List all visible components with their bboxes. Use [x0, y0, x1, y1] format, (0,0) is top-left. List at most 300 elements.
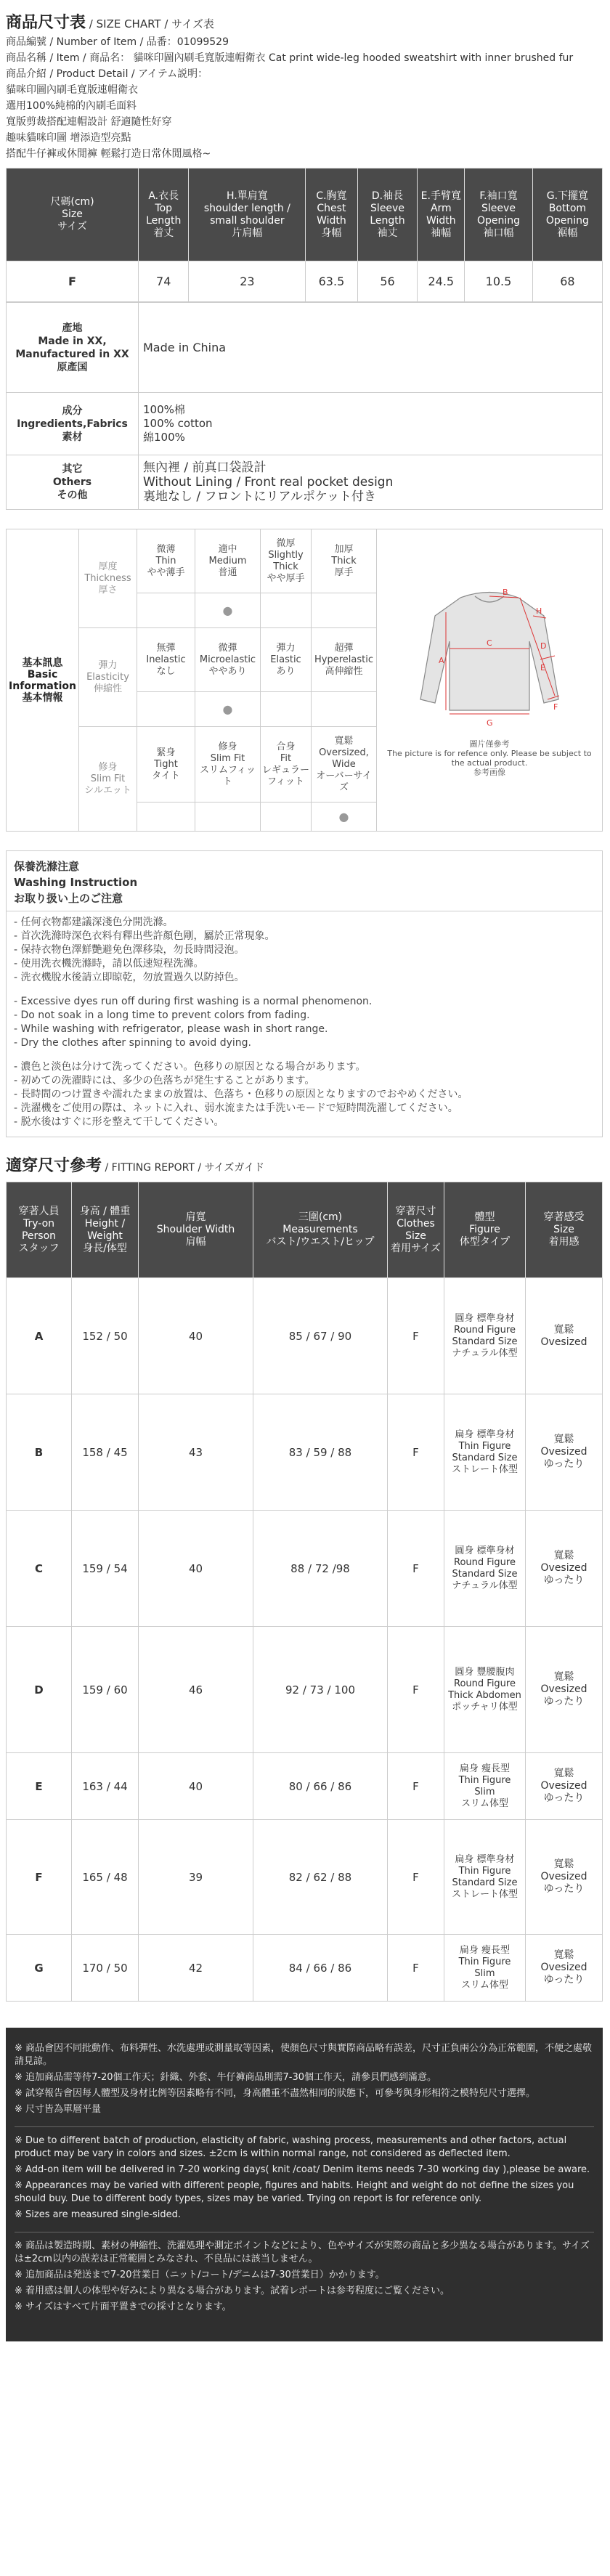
slim-option — [137, 727, 195, 803]
text: 100% cotton — [143, 417, 213, 430]
text: Without Lining / Front real pocket design — [143, 475, 394, 489]
text: 成分 — [62, 405, 83, 417]
size-cell: F — [7, 261, 139, 302]
elasticity-option — [312, 628, 377, 692]
text: 穿著感受 — [543, 1211, 585, 1223]
text: シルエット — [84, 784, 131, 796]
text: Thin Figure — [458, 1774, 511, 1786]
text: 商品尺寸表 — [6, 14, 86, 32]
size-chart-table — [6, 168, 603, 302]
text: 159 / 60 — [72, 1627, 139, 1753]
diagram-letter: E — [540, 663, 545, 673]
wash-line: - 長時間のつけ置きや濡れたままの放置は、色落ち・色移りの原因となりますのでおやめください。 — [14, 1089, 468, 1100]
wash-line: - 洗衣機脫水後請立即晾乾，勿放置過久以防掉色。 — [14, 972, 245, 983]
table-row — [7, 1627, 603, 1753]
text: Chest Width — [317, 202, 346, 227]
text: 袖幅 — [431, 227, 452, 239]
wash-line: - Dry the clothes after spinning to avoid dying. — [14, 1037, 251, 1049]
text: Slim — [474, 1967, 495, 1979]
text: Fit — [280, 752, 292, 764]
text: 扁身 瘦長型 — [459, 1944, 511, 1956]
text: Slim — [474, 1786, 495, 1797]
text: 100%棉 — [143, 403, 185, 416]
text: Thin Figure — [458, 1865, 511, 1877]
diagram-letter: C — [487, 638, 492, 648]
text: ゆったり — [543, 1575, 585, 1586]
text: 修身 — [98, 761, 118, 773]
text: ※ 商品會因不同批動作、布料彈性、水洗處理或測量取等因素，使顏色尺寸與實際商品略有誤差，尺寸正負兩公分為正常範圍，不便之處敬請見諒。 — [15, 2043, 593, 2067]
text: Others — [52, 476, 92, 488]
wash-line: - 使用洗衣機洗滌時，請以低速短程洗滌。 — [14, 958, 204, 970]
text: 参考画像 — [473, 768, 505, 777]
table-row — [7, 1394, 603, 1511]
text: 保養洗滌注意 — [14, 860, 80, 873]
text: 袖丈 — [377, 227, 398, 239]
text: 修身 — [218, 741, 237, 752]
text: 基本訊息 — [22, 657, 63, 669]
text: 裾幅 — [557, 227, 578, 239]
wash-line: - Excessive dyes run off during first washing is a normal phenomenon. — [14, 996, 373, 1007]
wash-line: - 脱水後はすぐに形を整えて干してください。 — [14, 1116, 224, 1128]
text: / SIZE CHART / サイズ表 — [89, 17, 214, 31]
text: オーバーサイズ — [316, 770, 372, 793]
text: F — [388, 1820, 444, 1935]
table-cell: 24.5 — [418, 261, 465, 302]
wash-line: - 洗濯機をご使用の際は、ネットに入れ、弱水流または手洗いモードで短時間洗濯してください。 — [14, 1102, 458, 1114]
text: 寬鬆 — [553, 1434, 574, 1445]
elasticity-selector — [261, 692, 312, 727]
text: 寬鬆 — [553, 1768, 574, 1779]
slim-selected-dot: ● — [312, 803, 377, 832]
size-header-row — [7, 168, 603, 261]
thickness-option — [312, 529, 377, 593]
text: Washing Instruction — [14, 876, 138, 889]
product-info — [0, 34, 610, 162]
notes-panel — [6, 2028, 603, 2341]
text: D.袖長 — [371, 190, 404, 202]
text: ※ 商品は製造時期、素材の伸縮性、洗濯処理や測定ポイントなどにより、色やサイズが実際の商品と多少異なる場合があります。サイズは±2cm以内の誤差は正常範囲とみなされ、不良品には該当しません。 — [15, 2240, 590, 2264]
detail-line: 選用100%純棉的內刷毛面料 — [6, 100, 137, 112]
text: Ovesized — [540, 1336, 587, 1348]
text: / FITTING REPORT / サイズガイド — [105, 1162, 264, 1174]
text: Thin — [155, 555, 176, 566]
text: Ovesized — [540, 1446, 587, 1458]
text: 無內裡 / 前真口袋設計 — [143, 460, 267, 475]
table-cell: 74 — [139, 261, 189, 302]
col-size — [7, 168, 139, 261]
text: Made in XX, Manufactured in XX — [15, 335, 129, 360]
text: Microelastic — [199, 654, 256, 665]
text: Arm Width — [426, 202, 456, 227]
text: ストレート体型 — [451, 1888, 518, 1900]
elasticity-selector — [312, 692, 377, 727]
table-cell: 10.5 — [465, 261, 533, 302]
others-row — [7, 455, 603, 510]
others-label — [7, 455, 139, 510]
col-shoulder — [189, 168, 306, 261]
washing-title — [7, 851, 602, 911]
text: E.手臂寬 — [420, 190, 461, 202]
thickness-selector — [312, 593, 377, 628]
text: 高伸縮性 — [325, 665, 363, 677]
feel-cell — [526, 1278, 603, 1394]
text: Sleeve Opening — [476, 202, 521, 227]
text: 厚度 — [98, 561, 118, 572]
table-cell: 68 — [532, 261, 602, 302]
notes-zh — [15, 2035, 594, 2127]
wash-line: - While washing with refrigerator, please wash in short range. — [14, 1023, 328, 1035]
text: F — [388, 1753, 444, 1820]
text: 身幅 — [321, 227, 342, 239]
text: Round Figure — [454, 1556, 516, 1568]
slim-fit-label — [79, 727, 137, 832]
text: スリム体型 — [460, 1979, 508, 1991]
text: G.下擺寬 — [546, 190, 589, 202]
figure-cell — [444, 1820, 526, 1935]
fitting-title — [0, 1137, 610, 1179]
text: Thick Abdomen — [448, 1689, 521, 1701]
text: スタッフ — [18, 1242, 60, 1254]
text: 其它 — [62, 463, 83, 475]
washing-instruction — [6, 850, 603, 1137]
origin-row — [7, 303, 603, 393]
item-number: 商品編號 / Number of Item / 品番：01099529 — [6, 36, 229, 48]
diagram-letter: G — [487, 718, 493, 728]
text: Measurements — [282, 1224, 358, 1235]
text: H.單肩寬 — [227, 190, 268, 202]
sweatshirt-diagram-icon — [410, 583, 569, 736]
col-feel — [526, 1182, 603, 1278]
text: Height / Weight — [84, 1217, 126, 1242]
col-bottom-opening — [532, 168, 602, 261]
text: ゆったり — [543, 1792, 585, 1804]
text: 身長/体型 — [83, 1242, 127, 1254]
notes-ja — [15, 2232, 594, 2324]
text: 三圍(cm) — [298, 1211, 343, 1223]
table-cell: 63.5 — [306, 261, 357, 302]
col-shoulder — [139, 1182, 253, 1278]
text: 無彈 — [156, 642, 176, 654]
text: ※ 試穿報告會因每人體型及身材比例等因素略有不同，身高體重不盡然相同的狀態下，可參考與身形相符之模特兒尺寸選擇。 — [15, 2088, 536, 2099]
text: C — [7, 1511, 72, 1627]
text: 159 / 54 — [72, 1511, 139, 1627]
text: 40 — [139, 1753, 253, 1820]
text: ※ Sizes are measured single-sided. — [15, 2209, 182, 2220]
text: Ovesized — [540, 1871, 587, 1882]
text: ※ 追加商品需等待7-20個工作天；針織、外套、牛仔褲商品則需7-30個工作天，請參貝們感到滿意。 — [15, 2072, 437, 2083]
text: The picture is for refence only. Please be subject to the actual product. — [387, 749, 592, 768]
text: 微彈 — [218, 642, 237, 654]
text: Top Length — [146, 202, 182, 227]
text: Standard Size — [452, 1452, 518, 1463]
text: 適中 — [218, 543, 237, 555]
text: 加厚 — [334, 543, 354, 555]
text: 圓身 標準身材 — [455, 1545, 515, 1556]
text: 彈力 — [98, 659, 118, 671]
text: 基本情報 — [22, 691, 63, 704]
text: 穿著人員 — [18, 1205, 60, 1217]
text: 扁身 瘦長型 — [459, 1763, 511, 1774]
text: Thin Figure — [458, 1956, 511, 1967]
text: Oversized, Wide — [319, 747, 369, 770]
diagram-letter: H — [536, 606, 542, 616]
basic-info-table — [6, 529, 603, 832]
material-value — [139, 393, 603, 455]
col-sleeve-opening — [465, 168, 533, 261]
text: ゆったり — [543, 1974, 585, 1986]
elasticity-label — [79, 628, 137, 727]
text: Ovesized — [540, 1962, 587, 1973]
diagram-letter: B — [503, 588, 508, 597]
notes-en — [15, 2127, 594, 2232]
text: Standard Size — [452, 1568, 518, 1580]
text: 80 / 66 / 86 — [253, 1753, 388, 1820]
text: Round Figure — [454, 1324, 516, 1336]
text: ややあり — [208, 665, 247, 677]
thickness-selector — [261, 593, 312, 628]
basic-info-label — [7, 529, 79, 832]
text: 厚手 — [334, 566, 354, 578]
washing-body — [7, 911, 602, 1137]
detail-line: 趣味貓咪印圖 增添造型亮點 — [6, 132, 131, 144]
text: Size — [62, 208, 83, 220]
elasticity-option — [137, 628, 195, 692]
text: Basic Information — [9, 668, 76, 692]
col-height-weight — [72, 1182, 139, 1278]
figure-cell — [444, 1753, 526, 1820]
text: 微薄 — [156, 543, 176, 555]
text: 伸縮性 — [93, 683, 122, 694]
table-row — [7, 1820, 603, 1935]
table-row — [7, 1511, 603, 1627]
figure-cell — [444, 1278, 526, 1394]
text: F — [388, 1935, 444, 2002]
text: 体型タイプ — [459, 1236, 511, 1248]
material-label — [7, 393, 139, 455]
text: F — [388, 1278, 444, 1394]
origin-label — [7, 303, 139, 393]
text: Thickness — [84, 572, 131, 584]
table-row — [7, 1753, 603, 1820]
text: Round Figure — [454, 1678, 516, 1689]
text: A — [7, 1278, 72, 1394]
text: Slim Fit — [210, 752, 245, 764]
feel-cell — [526, 1394, 603, 1511]
text: Size — [553, 1224, 574, 1235]
text: 40 — [139, 1278, 253, 1394]
figure-cell — [444, 1627, 526, 1753]
thickness-label — [79, 529, 137, 628]
text: 158 / 45 — [72, 1394, 139, 1511]
elasticity-option — [195, 628, 261, 692]
slim-option — [195, 727, 261, 803]
text: 原產国 — [57, 361, 88, 373]
text: F — [388, 1511, 444, 1627]
text: A.衣長 — [148, 190, 179, 202]
col-top-length — [139, 168, 189, 261]
text: Figure — [469, 1224, 500, 1235]
diagram-caption — [381, 739, 598, 777]
text: Tight — [154, 758, 178, 770]
text: ※ 追加商品は発送まで7-20営業日（ニット/コート/デニムは7-30営業日）かかります。 — [15, 2270, 385, 2280]
garment-diagram — [377, 529, 603, 832]
text: 43 — [139, 1394, 253, 1511]
text: Standard Size — [452, 1877, 518, 1888]
spec-table — [6, 302, 603, 510]
text: 素材 — [62, 431, 83, 443]
text: スリム体型 — [460, 1797, 508, 1809]
text: サイズ — [57, 221, 87, 232]
detail-line: 貓咪印圖內刷毛寬版連帽衛衣 — [6, 84, 138, 96]
text: ※ サイズはすべて片面平置きでの採寸となります。 — [15, 2301, 232, 2312]
col-person — [7, 1182, 72, 1278]
text: 片肩幅 — [232, 227, 263, 239]
text: ※ 尺寸皆為單層平量 — [15, 2104, 102, 2115]
feel-cell — [526, 1935, 603, 2002]
text: Hyperelastic — [314, 654, 373, 665]
page-title — [0, 0, 610, 34]
detail-heading: 商品介紹 / Product Detail / アイテム説明： — [6, 68, 208, 80]
text: Clothes Size — [396, 1217, 435, 1242]
text: ※ Due to different batch of production, elasticity of fabric, washing process, measurements and other factors, actual product may be vary in colors and sizes. ±2cm is within normal range, not considered as deflected item. — [15, 2135, 567, 2159]
text: 85 / 67 / 90 — [253, 1278, 388, 1394]
text: 超彈 — [334, 642, 354, 654]
diagram-letter: D — [540, 641, 547, 651]
text: 產地 — [62, 322, 83, 334]
text: Ingredients,Fabrics — [17, 418, 128, 430]
text: Standard Size — [452, 1336, 518, 1347]
text: F.袖口寬 — [479, 190, 518, 202]
text: 42 — [139, 1935, 253, 2002]
text: 合身 — [276, 741, 296, 752]
text: 40 — [139, 1511, 253, 1627]
text: バスト/ウエスト/ヒップ — [266, 1236, 375, 1248]
text: F — [388, 1627, 444, 1753]
text: Sleeve Length — [370, 202, 405, 227]
text: 寬鬆 — [553, 1323, 574, 1336]
text: 肩幅 — [185, 1236, 206, 1248]
text: Inelastic — [146, 654, 186, 665]
text: 84 / 66 / 86 — [253, 1935, 388, 2002]
text: お取り扱い上のご注意 — [14, 892, 123, 905]
text: タイト — [152, 770, 180, 781]
text: Ovesized — [540, 1683, 587, 1695]
text: 彈力 — [276, 642, 296, 654]
fitting-header-row — [7, 1182, 603, 1278]
text: Thin Figure — [458, 1440, 511, 1452]
text: shoulder length / small shoulder — [203, 202, 290, 227]
text: 163 / 44 — [72, 1753, 139, 1820]
text: 身高 / 體重 — [79, 1205, 131, 1217]
text: B — [7, 1394, 72, 1511]
elasticity-option — [261, 628, 312, 692]
item-name: 商品名稱 / Item / 商品名： 貓咪印圖內刷毛寬版連帽衛衣 Cat print wide-leg hooded sweatshirt with inner brushed fur — [6, 52, 574, 64]
table-row — [7, 1278, 603, 1394]
feel-cell — [526, 1511, 603, 1627]
text: 厚さ — [98, 584, 118, 596]
text: F — [7, 1820, 72, 1935]
text: 寬鬆 — [553, 1949, 574, 1961]
col-sleeve — [357, 168, 418, 261]
slim-selector — [137, 803, 195, 832]
text: 46 — [139, 1627, 253, 1753]
text: 92 / 73 / 100 — [253, 1627, 388, 1753]
text: 88 / 72 /98 — [253, 1511, 388, 1627]
table-cell: 56 — [357, 261, 418, 302]
text: Medium — [208, 555, 247, 566]
text: ナチュラル体型 — [452, 1580, 518, 1591]
others-value — [139, 455, 603, 510]
wash-line: - 保持衣物色澤鮮艷避免色澤移染，勿長時間浸泡。 — [14, 944, 245, 956]
text: F — [388, 1394, 444, 1511]
text: 着用感 — [548, 1236, 580, 1248]
text: 扁身 標準身材 — [455, 1853, 515, 1865]
text: Slim Fit — [90, 773, 126, 784]
thickness-option — [261, 529, 312, 593]
text: E — [7, 1753, 72, 1820]
text: レギュラーフィット — [261, 764, 309, 787]
text: 着用サイズ — [391, 1242, 441, 1254]
slim-option — [261, 727, 312, 803]
text: 170 / 50 — [72, 1935, 139, 2002]
text: Slightly Thick — [268, 549, 304, 572]
thickness-selector — [137, 593, 195, 628]
fitting-table — [6, 1182, 603, 2002]
text: Shoulder Width — [156, 1224, 235, 1235]
detail-line: 搭配牛仔褲或休閒褲 輕鬆打造日常休閒風格~ — [6, 148, 211, 160]
col-chest — [306, 168, 357, 261]
text: C.胸寬 — [316, 190, 347, 202]
text: Ovesized — [540, 1562, 587, 1574]
text: 寬鬆 — [553, 1550, 574, 1561]
origin-value: Made in China — [139, 303, 603, 393]
text: G — [7, 1935, 72, 2002]
text: 圖片僅參考 — [469, 739, 510, 749]
thickness-option — [195, 529, 261, 593]
slim-selector — [261, 803, 312, 832]
text: 82 / 62 / 88 — [253, 1820, 388, 1935]
text: 穿著尺寸 — [395, 1205, 436, 1217]
elasticity-selector — [137, 692, 195, 727]
text: 肩寬 — [185, 1211, 206, 1223]
text: 適穿尺寸參考 — [6, 1157, 102, 1175]
text: その他 — [57, 489, 88, 501]
wash-line: - 首次洗滌時深色衣料有釋出些許顏色剛，屬於正常現象。 — [14, 930, 275, 942]
text: 165 / 48 — [72, 1820, 139, 1935]
table-row — [7, 261, 603, 302]
text: Elastic — [270, 654, 301, 665]
text: 體型 — [474, 1211, 495, 1223]
text: ゆったり — [543, 1458, 585, 1470]
wash-line: - 任何衣物都建議深淺色分開洗滌。 — [14, 917, 174, 928]
slim-selector — [195, 803, 261, 832]
wash-line: - 濃色と淡色は分けて洗ってください。色移りの原因となる場合があります。 — [14, 1061, 366, 1073]
text: ゆったり — [543, 1696, 585, 1707]
text: やや厚手 — [267, 572, 305, 584]
diagram-letter: F — [553, 702, 558, 712]
text: Try-on Person — [21, 1217, 57, 1242]
slim-option — [312, 727, 377, 803]
text: Bottom Opening — [545, 202, 589, 227]
material-row — [7, 393, 603, 455]
col-clothes-size — [388, 1182, 444, 1278]
text: 寬鬆 — [553, 1671, 574, 1683]
text: やや薄手 — [147, 566, 185, 578]
thickness-option — [137, 529, 195, 593]
elasticity-selected-dot: ● — [195, 692, 261, 727]
text: Thick — [331, 555, 357, 566]
text: 緊身 — [156, 747, 176, 758]
